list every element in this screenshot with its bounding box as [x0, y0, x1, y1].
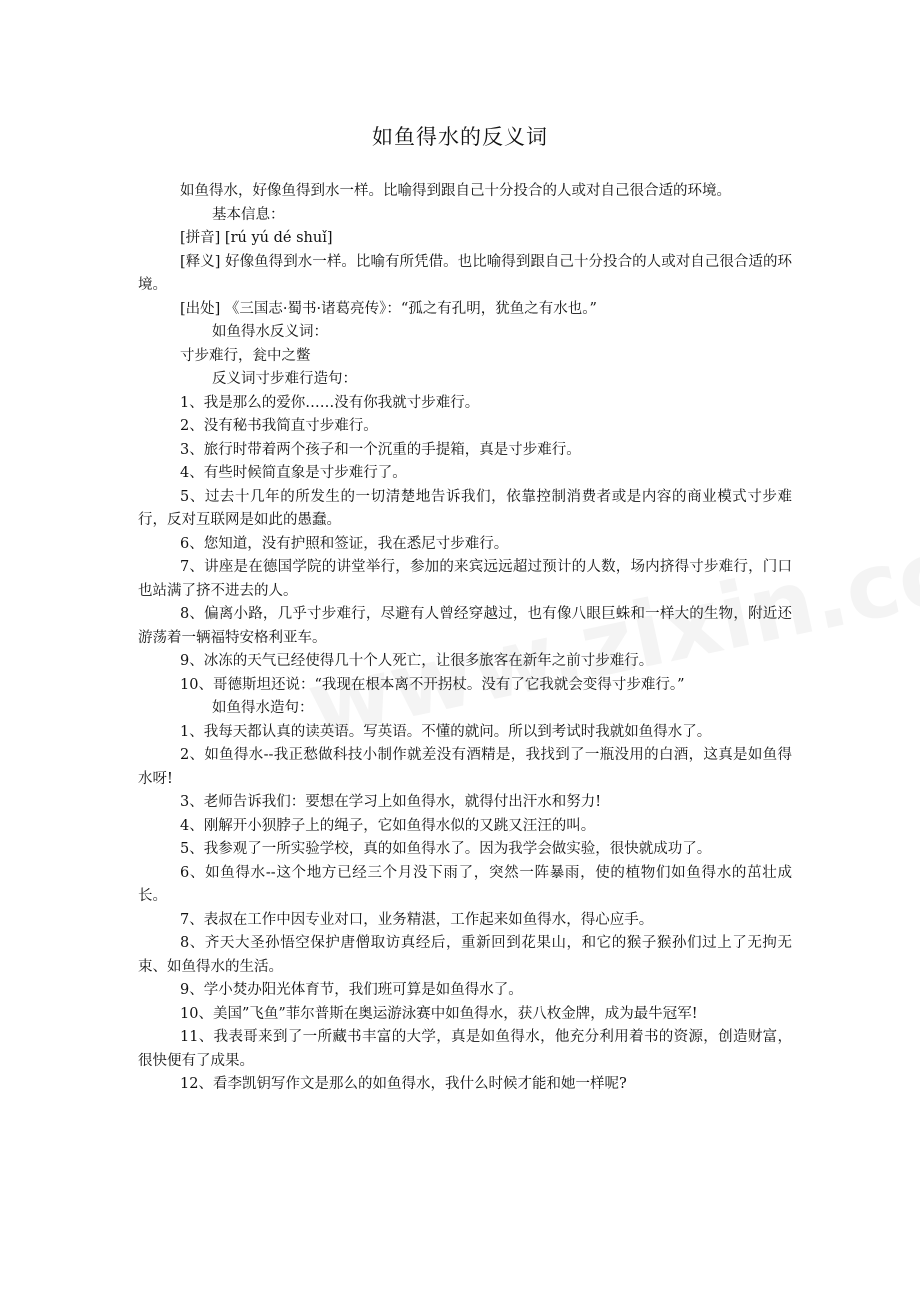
antonym-sentence: 2、没有秘书我简直寸步难行。 [180, 418, 378, 434]
basic-info-heading: 基本信息： [212, 206, 285, 223]
example-sentence: 10、美国”飞鱼”菲尔普斯在奥运游泳赛中如鱼得水，获八枚金牌，成为最牛冠军! [180, 1005, 698, 1022]
intro-paragraph: 如鱼得水，好像鱼得到水一样。比喻得到跟自己十分投合的人或对自己很合适的环境。 [180, 183, 731, 199]
example-sentence: 9、学小焚办阳光体育节，我们班可算是如鱼得水了。 [180, 982, 523, 998]
document-body [138, 180, 792, 1097]
antonym-sentence: 10、哥德斯坦还说：“我现在根本离不开拐杖。没有了它我就会变得寸步难行。” [180, 676, 685, 693]
antonym-sentence: 6、您知道，没有护照和签证，我在悉尼寸步难行。 [180, 535, 509, 552]
pinyin-line: [拼音] [rú yú dé shuǐ] [180, 230, 333, 246]
example-sentence: 1、我每天都认真的读英语。写英语。不懂的就问。所以到考试时我就如鱼得水了。 [180, 723, 712, 740]
example-sentence: 6、如鱼得水--这个地方已经三个月没下雨了，突然一阵暴雨，使的植物们如鱼得水的茁壮成长。 [138, 864, 792, 904]
example-sentence: 5、我参观了一所实验学校，真的如鱼得水了。因为我学会做实验，很快就成功了。 [180, 841, 712, 857]
example-sentence: 4、刚解开小狈脖子上的绳子，它如鱼得水似的又跳又汪汪的叫。 [180, 817, 596, 834]
antonym-sentence: 1、我是那么的爱你……没有你我就寸步难行。 [180, 394, 480, 411]
antonyms-heading: 如鱼得水反义词： [212, 324, 328, 340]
antonym-sentence: 5、过去十几年的所发生的一切清楚地告诉我们，依靠控制消费者或是内容的商业模式寸步难行，反对互联网是如此的愚蠢。 [138, 488, 792, 528]
antonym-sentence: 3、旅行时带着两个孩子和一个沉重的手提箱，真是寸步难行。 [180, 441, 581, 458]
meaning-paragraph: [释义] 好像鱼得到水一样。比喻有所凭借。也比喻得到跟自己十分投合的人或对自己很合适的环境。 [138, 253, 792, 293]
example-sentence: 2、如鱼得水--我正愁做科技小制作就差没有酒精是，我找到了一瓶没用的白酒，这真是如鱼得水呀! [138, 747, 792, 787]
example-sentence: 3、老师告诉我们：要想在学习上如鱼得水，就得付出汗水和努力! [180, 794, 602, 810]
page-title: 如鱼得水的反义词 [372, 125, 548, 149]
example-sentence: 8、齐天大圣孙悟空保护唐僧取访真经后，重新回到花果山，和它的猴子猴孙们过上了无拘无束、如鱼得水的生活。 [138, 935, 792, 975]
antonym-sentence: 4、有些时候简直象是寸步难行了。 [180, 465, 407, 481]
example-sentence: 12、看李凯钥写作文是那么的如鱼得水，我什么时候才能和她一样呢? [180, 1076, 627, 1092]
source-line: [出处] 《三国志·蜀书·诸葛亮传》：“孤之有孔明，犹鱼之有水也。” [180, 300, 597, 317]
example-sentence: 11、我表哥来到了一所藏书丰富的大学，真是如鱼得水，他充分利用着书的资源，创造财富，很快便有了成果。 [138, 1029, 792, 1069]
antonym-sentence: 8、偏离小路，几乎寸步难行，尽避有人曾经穿越过，也有像八眼巨蛛和一样大的生物，附近还游荡着一辆福特安格利亚车。 [138, 606, 792, 646]
antonyms-line: 寸步难行，瓮中之鳖 [180, 347, 311, 364]
antonym-sentence: 7、讲座是在德国学院的讲堂举行，参加的来宾远远超过预计的人数，场内挤得寸步难行，门口也站满了挤不进去的人。 [138, 559, 792, 599]
antonym-sentences-heading: 反义词寸步难行造句： [212, 371, 357, 387]
example-sentence: 7、表叔在工作中因专业对口，业务精湛，工作起来如鱼得水，得心应手。 [180, 911, 654, 928]
antonym-sentence: 9、冰冻的天气已经使得几十个人死亡，让很多旅客在新年之前寸步难行。 [180, 653, 654, 669]
sentences-heading: 如鱼得水造句： [212, 700, 314, 716]
